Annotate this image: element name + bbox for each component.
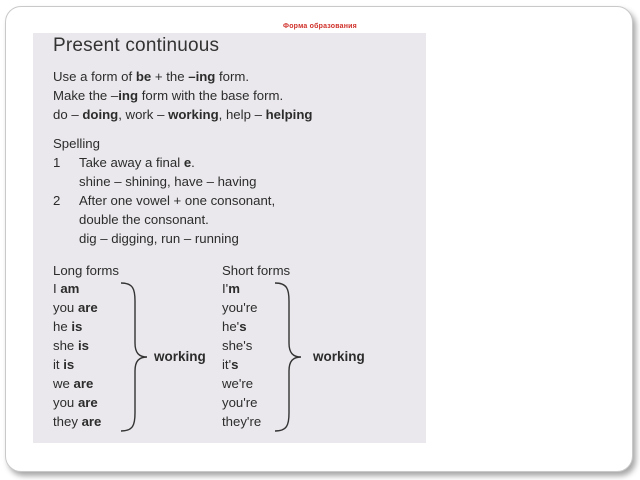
short-forms-brace-icon <box>273 281 303 433</box>
short-form-row: we're <box>222 376 254 391</box>
short-form-row: it's <box>222 357 239 372</box>
short-forms-working: working <box>313 349 365 364</box>
intro-line-3: do – doing, work – working, help – helping <box>53 107 313 122</box>
long-forms-brace-icon <box>119 281 149 433</box>
long-form-row: he is <box>53 319 83 334</box>
long-forms-working: working <box>154 349 206 364</box>
short-forms-heading: Short forms <box>222 263 291 278</box>
spelling-rule-1-example: shine – shining, have – having <box>79 174 257 189</box>
grammar-card <box>33 33 426 443</box>
long-forms-heading: Long forms <box>53 263 119 278</box>
long-form-row: they are <box>53 414 102 429</box>
long-form-row: you are <box>53 395 98 410</box>
short-form-row: you're <box>222 395 258 410</box>
intro-line-2: Make the –ing form with the base form. <box>53 88 284 103</box>
short-form-row: you're <box>222 300 258 315</box>
long-form-row: we are <box>53 376 94 391</box>
slide-title: Форма образования <box>283 23 357 30</box>
card-heading: Present continuous <box>53 35 220 56</box>
spelling-rule-1: 1 Take away a final e. <box>53 155 195 170</box>
spelling-heading: Spelling <box>53 136 100 151</box>
spelling-rule-2-example: dig – digging, run – running <box>79 231 239 246</box>
long-form-row: you are <box>53 300 98 315</box>
spelling-rule-2-line-2: double the consonant. <box>79 212 209 227</box>
long-form-row: I am <box>53 281 80 296</box>
short-form-row: he's <box>222 319 247 334</box>
spelling-rule-2: 2 After one vowel + one consonant, <box>53 193 276 208</box>
long-form-row: it is <box>53 357 75 372</box>
short-form-row: she's <box>222 338 253 353</box>
intro-line-1: Use a form of be + the –ing form. <box>53 69 250 84</box>
long-form-row: she is <box>53 338 89 353</box>
short-form-row: they're <box>222 414 262 429</box>
short-form-row: I'm <box>222 281 240 296</box>
